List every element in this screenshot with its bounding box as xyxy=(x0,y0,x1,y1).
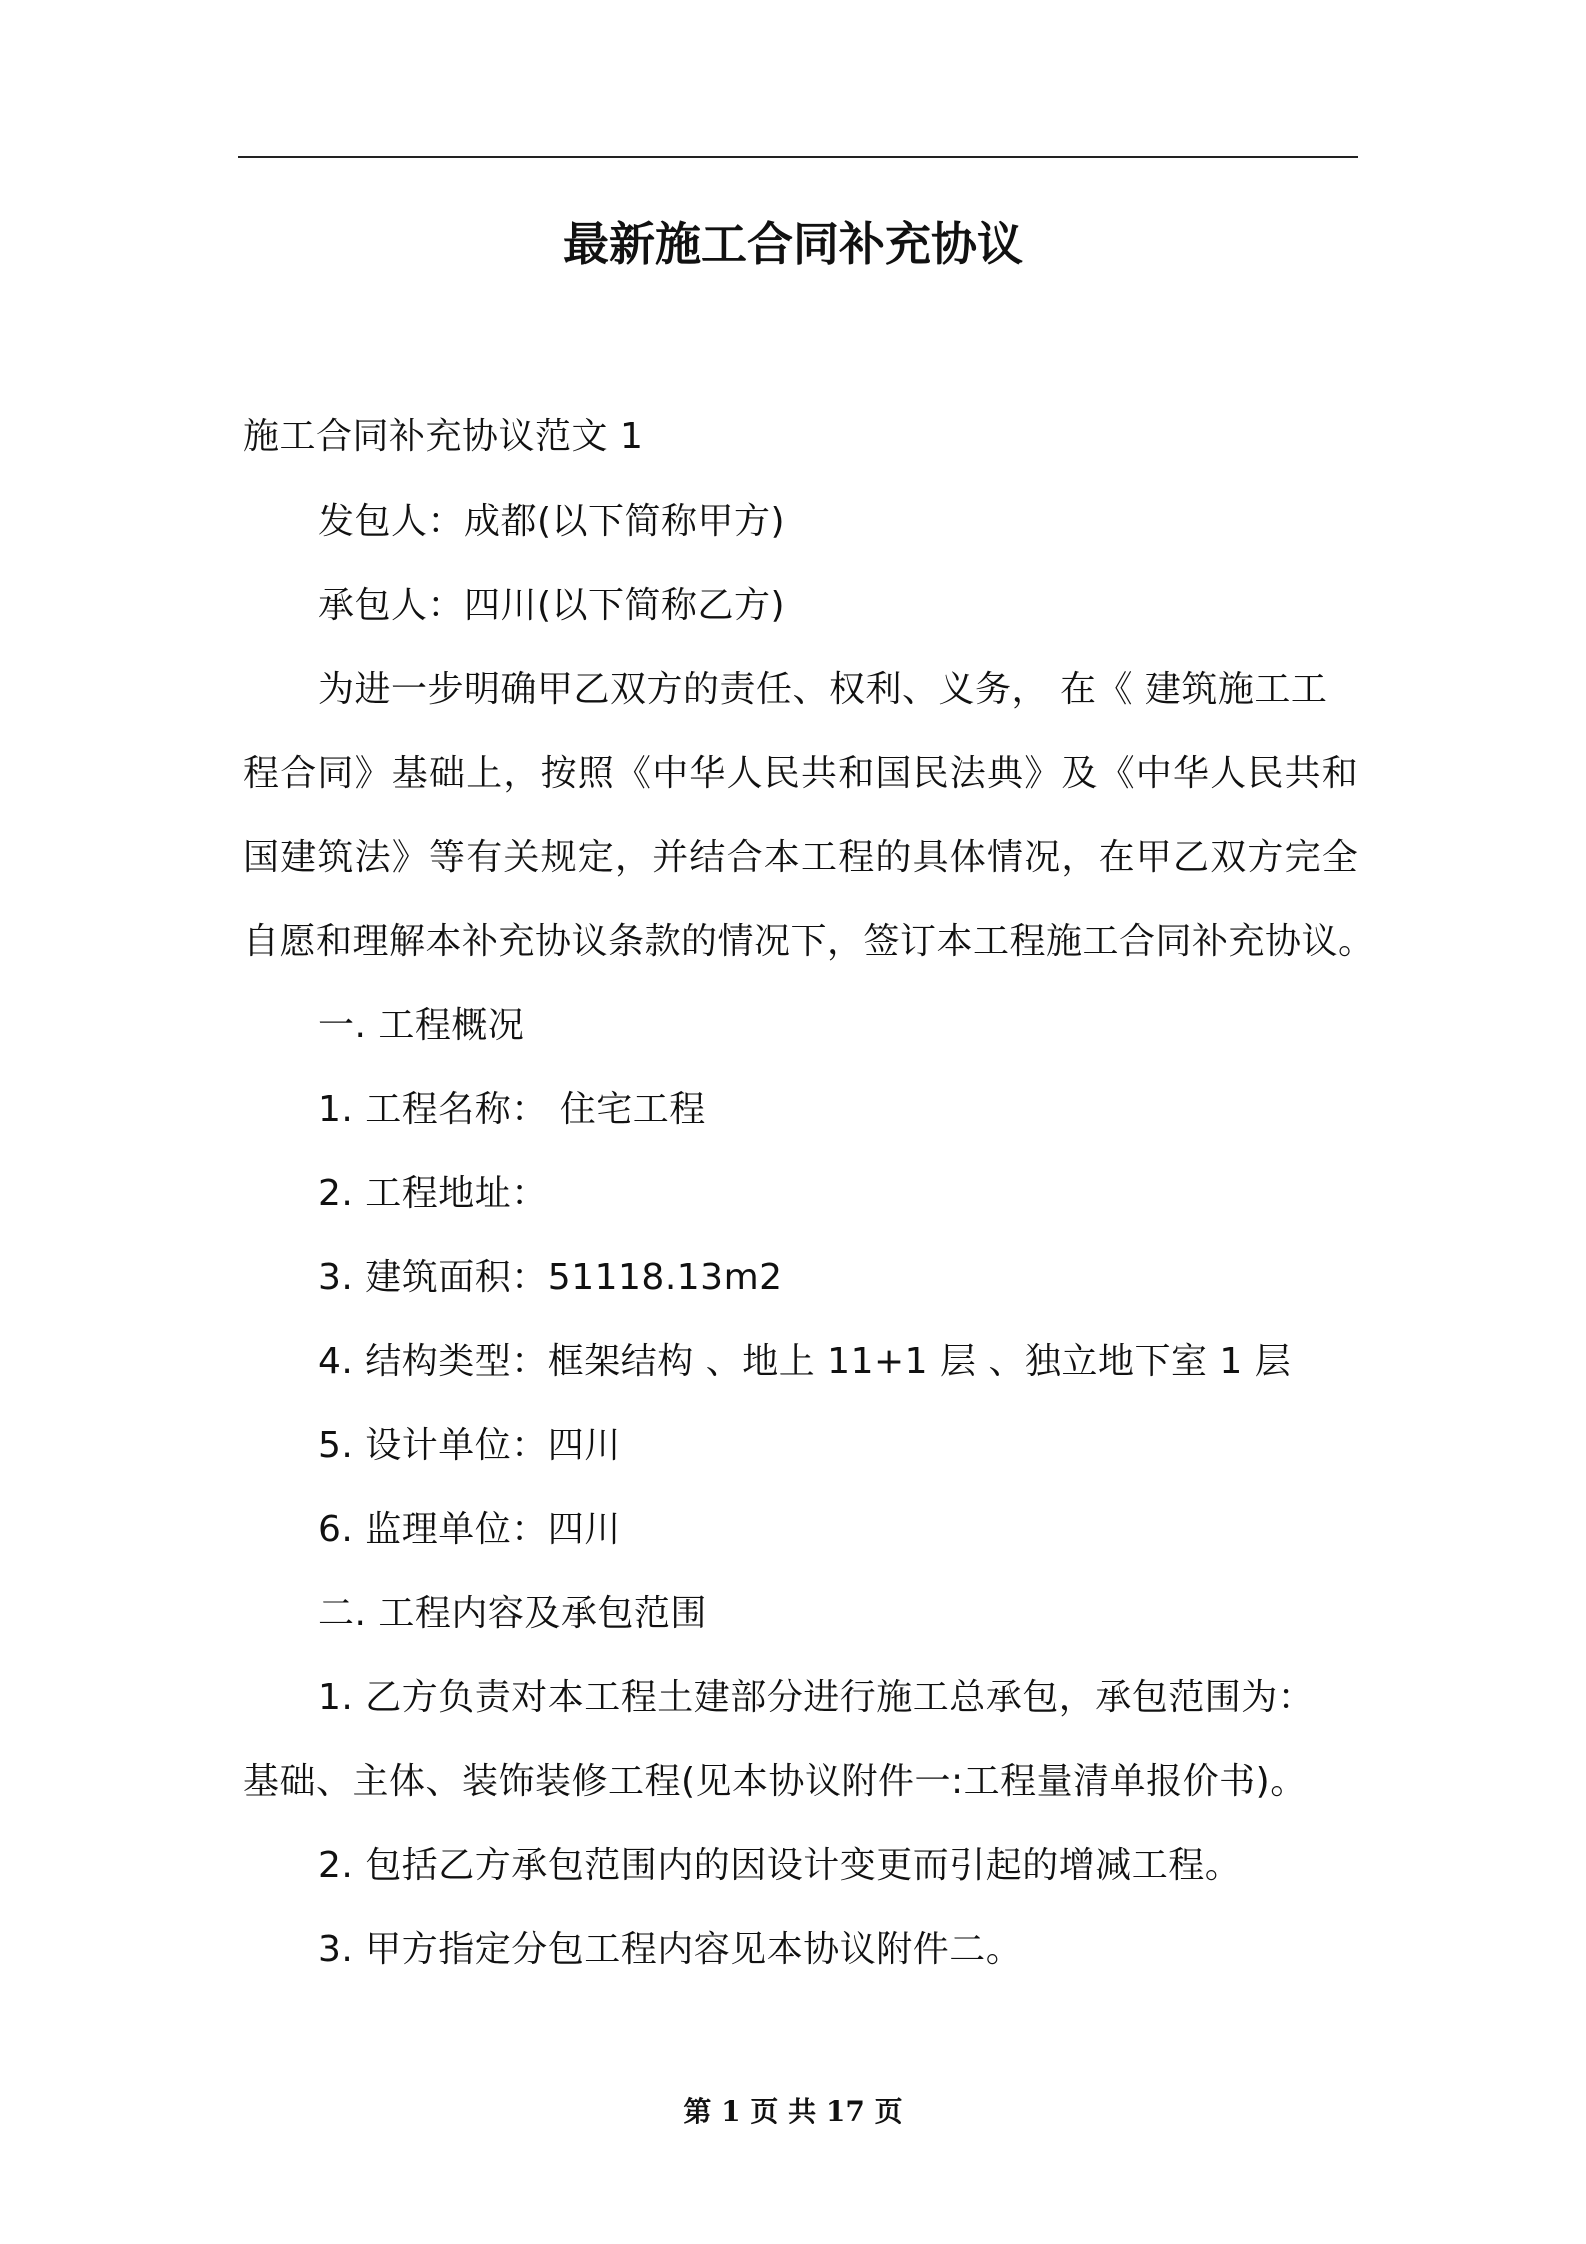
preamble-line-3: 国建筑法》等有关规定，并结合本工程的具体情况，在甲乙双方完全 xyxy=(243,837,1360,878)
header-rule xyxy=(238,156,1358,158)
page-number-footer: 第 1 页 共 17 页 xyxy=(683,2095,903,2128)
structure-type-line: 4. 结构类型：框架结构 、地上 11+1 层 、独立地下室 1 层 xyxy=(318,1341,1292,1382)
building-area-line: 3. 建筑面积：51118.13m2 xyxy=(318,1257,783,1298)
project-address-line: 2. 工程地址： xyxy=(318,1173,548,1214)
chapter-heading-overview: 一. 工程概况 xyxy=(318,1005,525,1046)
scope-item-1-line-2: 基础、主体、装饰装修工程(见本协议附件一:工程量清单报价书)。 xyxy=(243,1761,1307,1802)
chapter-heading-scope: 二. 工程内容及承包范围 xyxy=(318,1593,707,1634)
preamble-line-2: 程合同》基础上，按照《中华人民共和国民法典》及《中华人民共和 xyxy=(243,753,1360,794)
scope-item-1-line-1: 1. 乙方负责对本工程土建部分进行施工总承包，承包范围为： xyxy=(318,1677,1315,1718)
supervision-unit-line: 6. 监理单位：四川 xyxy=(318,1509,621,1550)
scope-item-3: 3. 甲方指定分包工程内容见本协议附件二。 xyxy=(318,1929,1023,1970)
scope-item-2: 2. 包括乙方承包范围内的因设计变更而引起的增减工程。 xyxy=(318,1845,1242,1886)
employer-line: 发包人：成都(以下简称甲方) xyxy=(318,501,786,542)
document-title: 最新施工合同补充协议 xyxy=(563,217,1023,271)
preamble-line-4: 自愿和理解本补充协议条款的情况下，签订本工程施工合同补充协议。 xyxy=(243,921,1375,962)
section-heading: 施工合同补充协议范文 1 xyxy=(243,416,644,457)
design-unit-line: 5. 设计单位：四川 xyxy=(318,1425,621,1466)
project-name-line: 1. 工程名称： 住宅工程 xyxy=(318,1089,706,1130)
contractor-line: 承包人：四川(以下简称乙方) xyxy=(318,585,786,626)
preamble-line-1: 为进一步明确甲乙双方的责任、权利、义务， 在《 建筑施工工 xyxy=(318,669,1328,710)
